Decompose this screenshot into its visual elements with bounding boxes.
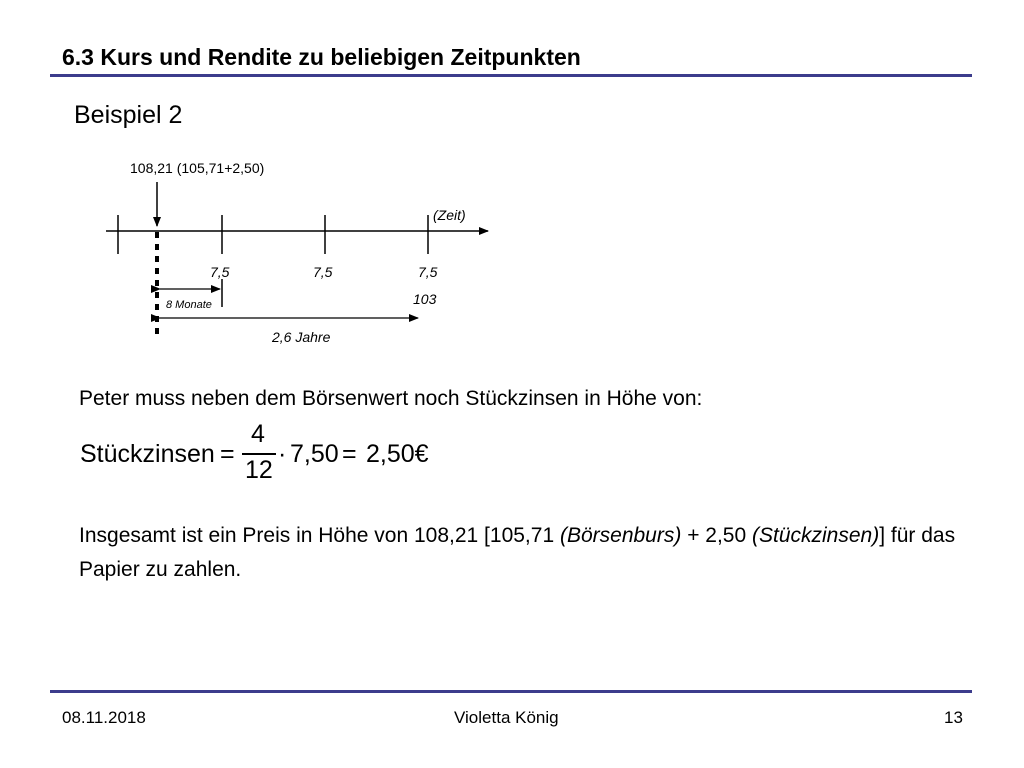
slide-title: 6.3 Kurs und Rendite zu beliebigen Zeitpunkten bbox=[62, 44, 581, 70]
formula-lhs: Stückzinsen bbox=[80, 440, 215, 468]
summary-part-2: (Börsenburs) bbox=[559, 524, 682, 547]
example-heading: Beispiel 2 bbox=[74, 101, 183, 129]
formula-equals-2: = bbox=[342, 440, 357, 468]
intro-text: Peter muss neben dem Börsenwert noch Stückzinsen in Höhe von: bbox=[79, 387, 703, 410]
axis-label: (Zeit) bbox=[433, 207, 466, 223]
summary-text bbox=[79, 519, 959, 587]
formula-denominator: 12 bbox=[245, 456, 273, 484]
formula-factor: 7,50 bbox=[290, 440, 339, 468]
footer-author: Violetta König bbox=[454, 708, 559, 727]
short-span-label: 8 Monate bbox=[166, 299, 212, 311]
redemption-label: 103 bbox=[413, 291, 437, 307]
summary-part-5: ] für das Papier zu zahlen. bbox=[79, 524, 956, 581]
summary-part-4: (Stückzinsen) bbox=[752, 524, 880, 547]
page-number: 13 bbox=[944, 708, 963, 727]
footer-date: 08.11.2018 bbox=[62, 708, 146, 727]
bottom-divider bbox=[50, 690, 972, 693]
formula-result: 2,50€ bbox=[366, 440, 429, 468]
coupon-1-label: 7,5 bbox=[210, 264, 230, 280]
fraction-bar bbox=[242, 453, 276, 455]
summary-part-3: + 2,50 bbox=[681, 524, 752, 547]
formula-dot: · bbox=[278, 440, 287, 468]
formula bbox=[80, 420, 460, 490]
price-label: 108,21 (105,71+2,50) bbox=[130, 160, 265, 176]
long-span-label: 2,6 Jahre bbox=[272, 329, 331, 345]
timeline-diagram bbox=[0, 0, 1024, 380]
coupon-3-label: 7,5 bbox=[418, 264, 438, 280]
summary-part-1: Insgesamt ist ein Preis in Höhe von 108,21 [105,71 bbox=[79, 524, 560, 547]
coupon-2-label: 7,5 bbox=[313, 264, 333, 280]
formula-equals-1: = bbox=[220, 440, 235, 468]
formula-numerator: 4 bbox=[251, 420, 265, 448]
